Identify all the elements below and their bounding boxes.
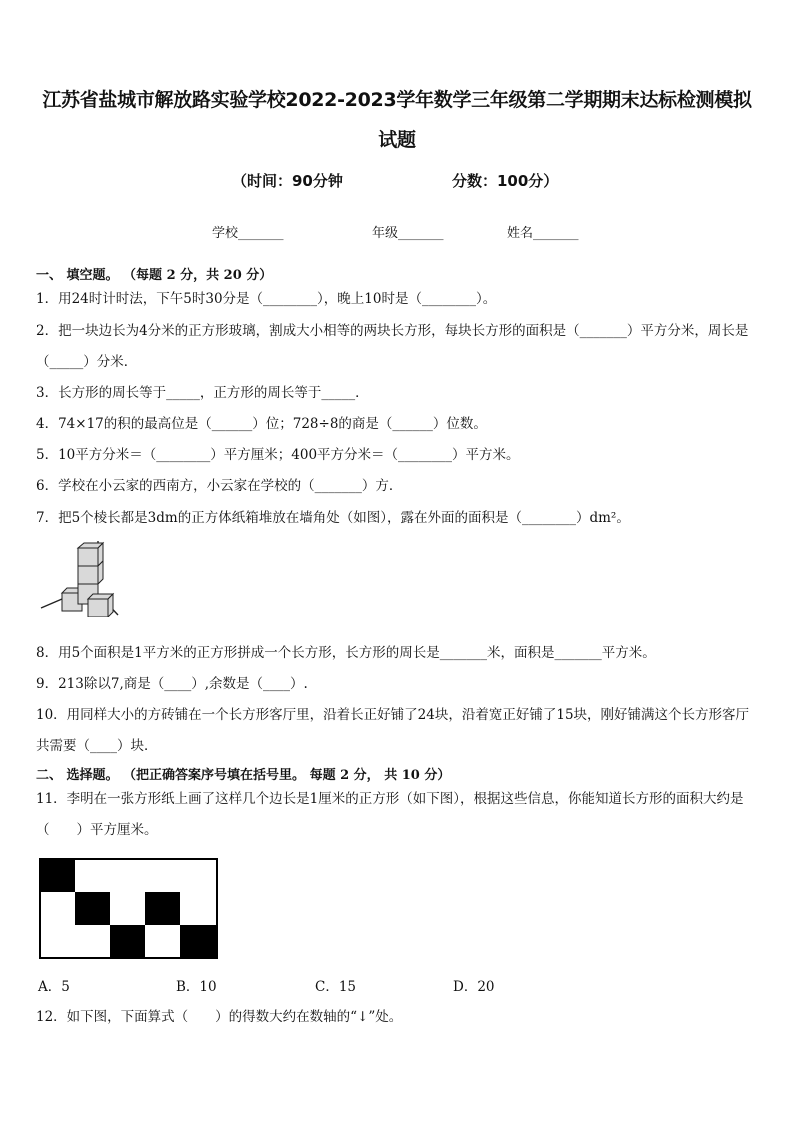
question-11: 11．李明在一张方形纸上画了这样几个边长是1厘米的正方形（如下图），根据这些信息，你能知道长方形的面积大约是（ ）平方厘米。	[36, 791, 744, 838]
question-9: 9．213除以7,商是（____）,余数是（____）.	[36, 676, 308, 692]
question-7: 7．把5个棱长都是3dm的正方体纸箱堆放在墙角处（如图），露在外面的面积是（________）dm²。	[36, 510, 630, 526]
question-12: 12．如下图，下面算式（ ）的得数大约在数轴的“↓”处。	[36, 1009, 403, 1025]
time-limit: （时间：90分钟	[232, 172, 343, 190]
section-fill-in-header: 一、 填空题。 （每题 2 分，共 20 分）	[36, 268, 273, 283]
total-score: 分数：100分）	[452, 172, 559, 190]
section-choice-header: 二、 选择题。 （把正确答案序号填在括号里。 每题 2 分， 共 10 分）	[36, 768, 451, 783]
question-3: 3．长方形的周长等于_____，正方形的周长等于_____．	[36, 385, 369, 401]
question-5: 5．10平方分米＝（________）平方厘米；400平方分米＝（________）平方米。	[36, 447, 520, 463]
question-8: 8．用5个面积是1平方米的正方形拼成一个长方形，长方形的周长是_______米，面积是_______平方米。	[36, 645, 656, 661]
grade-field: 年级_______	[372, 226, 444, 241]
question-2: 2．把一块边长为4分米的正方形玻璃，割成大小相等的两块长方形，每块长方形的面积是（_______）平方分米，周长是（_____）分米．	[36, 323, 749, 370]
question-6: 6．学校在小云家的西南方，小云家在学校的（_______）方．	[36, 478, 403, 494]
school-field: 学校_______	[212, 226, 284, 241]
question-1: 1．用24时计时法，下午5时30分是（________），晚上10时是（________）。	[36, 291, 497, 307]
rectangle-squares-figure	[39, 858, 219, 960]
name-field: 姓名_______	[507, 226, 579, 241]
question-11-options	[0, 975, 794, 997]
question-4: 4．74×17的积的最高位是（______）位；728÷8的商是（______）位数。	[36, 416, 487, 432]
exam-meta	[0, 170, 794, 194]
option-b[interactable]: B．10	[176, 979, 217, 995]
student-info-fields	[0, 222, 794, 242]
question-10: 10．用同样大小的方砖铺在一个长方形客厅里，沿着长正好铺了24块，沿着宽正好铺了15块，刚好铺满这个长方形客厅共需要（____）块．	[36, 707, 750, 754]
stacked-cubes-figure	[40, 541, 120, 617]
option-a[interactable]: A．5	[38, 979, 70, 995]
option-d[interactable]: D．20	[453, 979, 495, 995]
document-title-line1: 江苏省盐城市解放路实验学校2022-2023学年数学三年级第二学期期末达标检测模拟	[42, 89, 752, 111]
option-c[interactable]: C．15	[315, 979, 357, 995]
document-title-line2: 试题	[378, 129, 416, 151]
